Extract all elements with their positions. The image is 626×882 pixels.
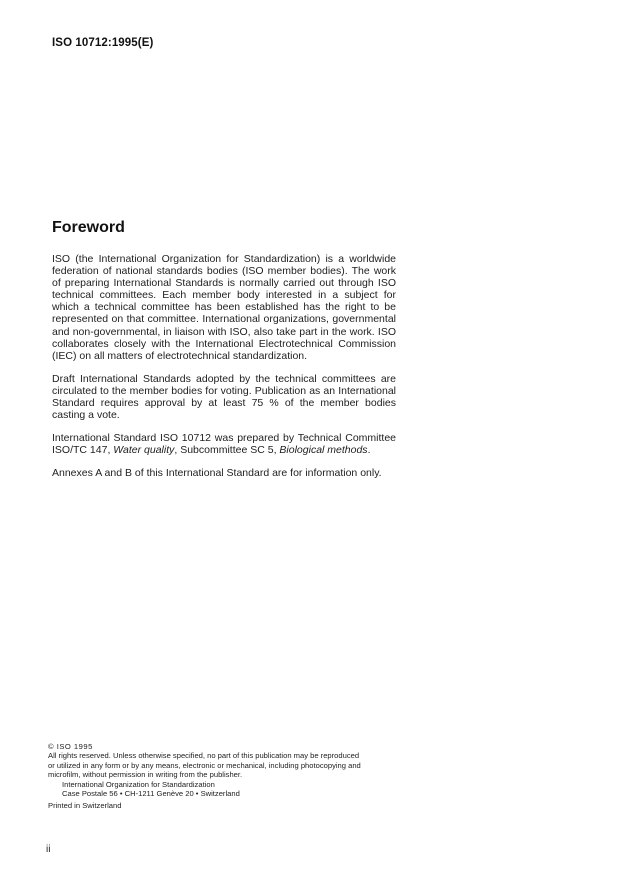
rights-line-1: All rights reserved. Unless otherwise specified, no part of this publication may be reproduced [48,751,360,761]
foreword-paragraph-3 [52,432,396,456]
subcommittee-name: Biological methods [279,444,368,457]
copyright-line: © ISO 1995 [48,742,93,751]
copyright-notice [48,742,398,811]
foreword-paragraph-4: Annexes A and B of this International Standard are for information only. [52,467,382,480]
p3-text-1: International Standard ISO 10712 was prepared by Technical Committee ISO/TC 147, [52,432,396,457]
foreword-paragraph-1: ISO (the International Organization for Standardization) is a worldwide federation of national standards bodies (ISO member bodies). The work of preparing International Standards is normally carried out through ISO technical committees. Each member body interested in a subject for which a technical committee has been established has the right to be represented on that committee. International organizations, governmental and non-governmental, in liaison with ISO, also take part in the work. ISO collaborates closely with the International Electrotechnical Commission (IEC) on all matters of electrotechnical standardization. [52,253,396,362]
foreword-paragraph-2: Draft International Standards adopted by the technical committees are circulated to the member bodies for voting. Publication as an International Standard requires approval by at least 75 % of the member bodies casting a vote. [52,372,396,422]
printed-in: Printed in Switzerland [48,801,122,811]
organization-name: International Organization for Standardization [62,779,215,789]
p3-text-3: . [367,444,371,457]
foreword-heading: Foreword [52,219,125,236]
rights-line-3: microfilm, without permission in writing from the publisher. [48,770,243,780]
committee-name: Water quality [113,444,175,457]
foreword-body [52,253,396,491]
p3-text-2: , Subcommittee SC 5, [174,444,280,457]
rights-line-2: or utilized in any form or by any means, electronic or mechanical, including photocopying and [48,760,361,770]
document-id: ISO 10712:1995(E) [52,37,154,49]
organization-address: Case Postale 56 • CH-1211 Genève 20 • Switzerland [62,789,240,799]
page-number: ii [46,844,51,855]
